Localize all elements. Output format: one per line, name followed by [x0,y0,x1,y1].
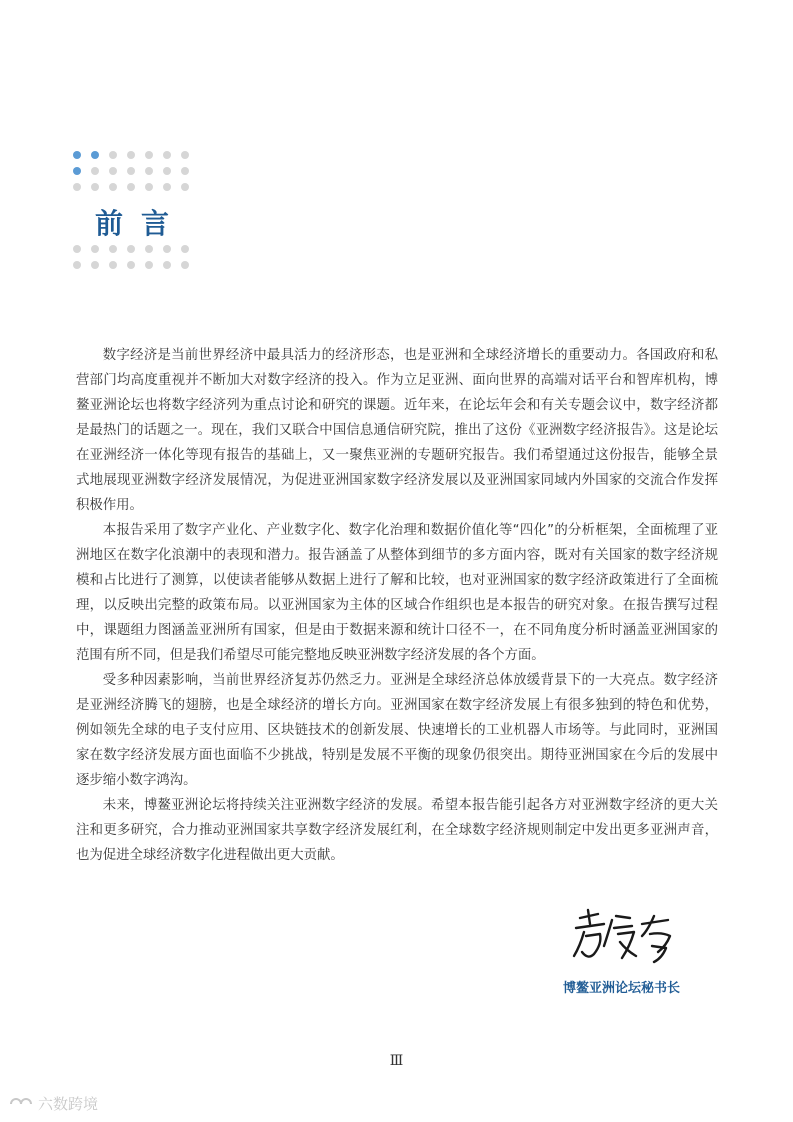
dot [73,151,81,159]
dot [127,151,135,159]
dot [181,261,189,269]
dot [109,151,117,159]
dot [91,245,99,253]
dot [91,261,99,269]
paragraph: 本报告采用了数字产业化、产业数字化、数字化治理和数据价值化等“四化”的分析框架，全面梳理了亚洲地区在数字化浪潮中的表现和潜力。报告涵盖了从整体到细节的多方面内容，既对有关国家的数字经济规模和占比进行了测算，以使读者能够从数据上进行了解和比较，也对亚洲国家的数字经济政策进行了全面梳理，以反映出完整的政策布局。以亚洲国家为主体的区域合作组织也是本报告的研究对象。在报告撰写过程中，课题组力图涵盖亚洲所有国家，但是由于数据来源和统计口径不一，在不同角度分析时涵盖亚洲国家的范围有所不同，但是我们希望尽可能完整地反映亚洲数字经济发展的各个方面。 [76,523,718,663]
dot [73,167,81,175]
dot [127,245,135,253]
paragraph: 受多种因素影响，当前世界经济复苏仍然乏力。亚洲是全球经济总体放缓背景下的一大亮点。数字经济是亚洲经济腾飞的翅膀，也是全球经济的增长方向。亚洲国家在数字经济发展上有很多独到的特色和优势，例如领先全球的电子支付应用、区块链技术的创新发展、快速增长的工业机器人市场等。与此同时，亚洲国家在数字经济发展方面也面临不少挑战，特别是发展不平衡的现象仍很突出。期待亚洲国家在今后的发展中逐步缩小数字鸿沟。 [76,673,718,788]
dot [109,167,117,175]
handwritten-signature [570,906,680,968]
watermark-text: 六数跨境 [38,1095,99,1113]
page-number: Ⅲ [389,1053,404,1069]
dot [181,183,189,191]
dot [127,261,135,269]
dot [145,183,153,191]
dot [145,261,153,269]
dot [109,245,117,253]
dot [109,183,117,191]
paragraph: 数字经济是当前世界经济中最具活力的经济形态，也是亚洲和全球经济增长的重要动力。各国政府和私营部门均高度重视并不断加大对数字经济的投入。作为立足亚洲、面向世界的高端对话平台和智库机构，博鳌亚洲论坛也将数字经济列为重点讨论和研究的课题。近年来，在论坛年会和有关专题会议中，数字经济都是最热门的话题之一。现在，我们又联合中国信息通信研究院，推出了这份《亚洲数字经济报告》。这是论坛在亚洲经济一体化等现有报告的基础上，又一聚焦亚洲的专题研究报告。我们希望通过这份报告，能够全景式地展现亚洲数字经济发展情况，为促进亚洲国家数字经济发展以及亚洲国家同域内外国家的交流合作发挥积极作用。 [76,348,718,513]
dot [145,151,153,159]
dot [163,261,171,269]
watermark [8,1093,98,1114]
dot [181,245,189,253]
dot [145,167,153,175]
dot-row [73,261,189,269]
dot-row [73,151,189,159]
dot [163,245,171,253]
dot-row [73,183,189,191]
dot-row [73,245,189,253]
signer-title: 博鳌亚洲论坛秘书长 [563,981,681,996]
dot [73,183,81,191]
dot [181,151,189,159]
dot [91,167,99,175]
dot [145,245,153,253]
page-title: 前言 [95,207,188,240]
dot [73,261,81,269]
dot [163,151,171,159]
dot [127,183,135,191]
dot [163,183,171,191]
dot-row [73,167,189,175]
dot [163,167,171,175]
dot [91,151,99,159]
preface-body [76,343,718,868]
paragraph: 未来，博鳌亚洲论坛将持续关注亚洲数字经济的发展。希望本报告能引起各方对亚洲数字经济的更大关注和更多研究，合力推动亚洲国家共享数字经济发展红利，在全球数字经济规则制定中发出更多亚洲声音，也为促进全球经济数字化进程做出更大贡献。 [76,798,718,863]
dot [91,183,99,191]
dot [181,167,189,175]
dot [109,261,117,269]
watermark-logo-icon [8,1096,34,1112]
dot [127,167,135,175]
dot [73,245,81,253]
